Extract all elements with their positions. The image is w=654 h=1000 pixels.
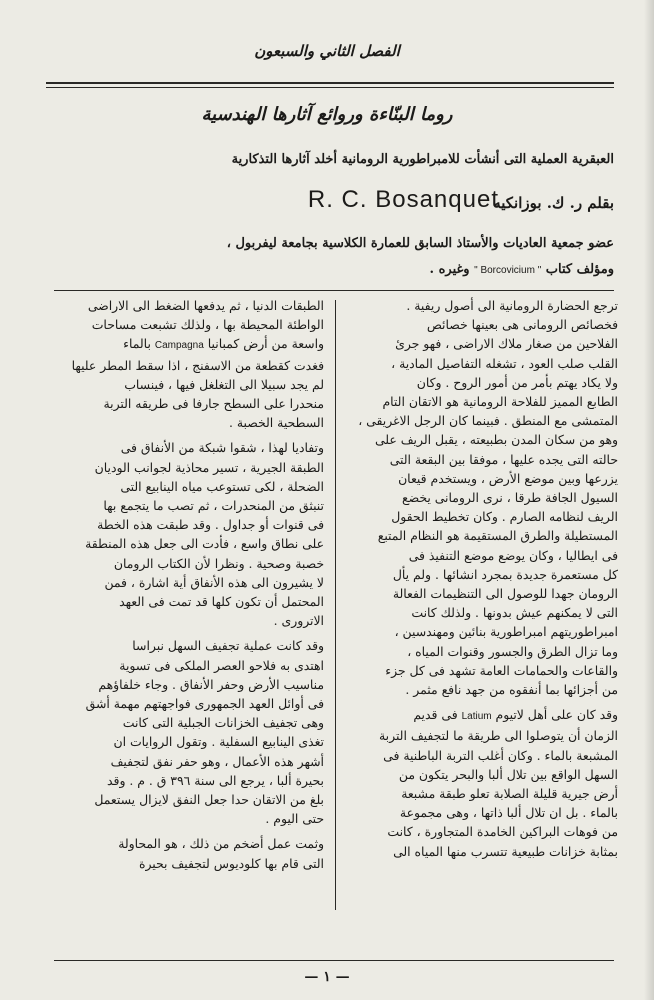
left-column [54, 296, 324, 916]
text-line: الزمان أن يتوصلوا الى طريقة ما لتجفيف التربة [379, 728, 618, 744]
page-shadow [644, 0, 654, 1000]
text-line: تغذى الينابيع السفلية . وتقول الروايات ان [113, 734, 324, 750]
footer-rule [54, 960, 614, 961]
text-line: السيول الجافة طرقا ، نرى الرومانى يخضع [402, 490, 618, 506]
article-subtitle: العبقرية العملية التى أنشأت للامبراطورية الرومانية أخلد آثارها التذكارية [231, 152, 614, 167]
text-line [348, 705, 618, 726]
text-line: الطبقة الجيرية ، تسير محاذية لجوانب الوديان [94, 459, 324, 475]
text-line: لم يجد سبيلا الى التغلغل فيها ، فينساب [124, 376, 324, 392]
text-line: ترجع الحضارة الرومانية الى أصول ريفية . [406, 298, 618, 313]
header-rule [54, 290, 614, 291]
book-title: " Borcovicium " [474, 265, 542, 276]
text-line: المشبعة بالماء . وكان أغلب التربة الباطنية فى [383, 747, 618, 763]
byline [34, 188, 614, 224]
text-line: لا يشيرون الى هذه الأنفاق أية اشارة ، فمن [104, 574, 324, 590]
text-line: الرومان جهدا للوصول الى التنظيمات الفعالة [392, 586, 618, 602]
text-line: الطابع المميز للفلاحة الرومانية هو الاتقان التام [382, 394, 618, 410]
campagna-term: Campagna [154, 340, 204, 352]
text-line: خصبة وصحية . ونظرا لأن الكتاب الرومان [113, 555, 324, 571]
text-line: وتفاديا لهذا ، شقوا شبكة من الأنفاق فى [120, 440, 324, 456]
latium-after: فى قديم [413, 707, 458, 723]
text-line: على نطاق واسع ، فأدت الى جعل هذه المنطقة [85, 536, 324, 552]
left-paragraph-4 [54, 834, 324, 872]
latium-term: Latium [461, 711, 492, 723]
column-divider [335, 300, 336, 910]
author-affiliation: عضو جمعية العاديات والأستاذ السابق للعمارة الكلاسية بجامعة ليفربول ، [226, 236, 614, 251]
chapter-heading: الفصل الثاني والسبعون [254, 42, 400, 60]
text-line: المحتمل أن تكون كلها قد تمت فى العهد [119, 594, 324, 610]
text-line: بالماء . بل ان تلال ألبا ذاتها ، وهى مجموعة [399, 805, 618, 821]
text-line: أرض جيرية قليلة الصلابة تعلو طبقة مشبعة [401, 786, 618, 802]
campagna-before: واسعة من أرض كمبانيا [207, 336, 324, 352]
text-line: بمثابة خزانات طبيعية تتسرب منها المياه الى [393, 843, 618, 859]
text-line: والقاعات والحمامات العامة تشهد فى كل جزء [385, 662, 618, 678]
text-line: بحيرة ألبا ، يرجع الى سنة ٣٩٦ ق . م . وقد [107, 772, 324, 788]
text-line: وما تزال الطرق والجسور وقنوات المياه ، [407, 643, 618, 659]
left-paragraph-1 [54, 296, 324, 432]
right-paragraph-2 [348, 705, 618, 861]
text-line: وهى تجفيف الخزانات الجبلية التى كانت [122, 715, 324, 731]
text-line: التى قام بها كلوديوس لتجفيف بحيرة [138, 855, 324, 871]
text-line: امبراطوريتهم امبراطورية بنائين ومهندسين ، [394, 624, 618, 640]
text-line: فخصائص الرومانى هى بعينها خصائص [426, 317, 618, 333]
text-line: اهتدى به فلاحو العصر الملكى فى تسوية [119, 657, 324, 673]
author-works-prefix: ومؤلف كتاب [545, 262, 614, 277]
text-line: وثمت عمل أضخم من ذلك ، هو المحاولة [118, 836, 324, 852]
text-line: وقد كانت عملية تجفيف السهل نبراسا [132, 638, 324, 654]
text-line: الريف لنظامه الصارم . وكان تخطيط الحقول [391, 509, 618, 525]
text-line: السطحية الخصبة . [229, 415, 324, 431]
text-line: فى ايطاليا ، وكان يوضع موضع التنفيذ فى [408, 547, 618, 563]
text-line: ولا يكاد يهتم بأمر من أمور الروح . وكان [416, 374, 618, 390]
text-line: المستطيلة والطرق المستقيمة هو النظام المتبع [377, 528, 618, 544]
text-line: السهل الواقع بين تلال ألبا والبحر يتكون من [398, 766, 618, 782]
left-paragraph-2 [54, 438, 324, 630]
text-line: من أجزائها بما أنفقوه من جهد نافع مثمر . [405, 682, 618, 698]
right-paragraph-1 [348, 296, 618, 699]
left-paragraph-3 [54, 636, 324, 828]
text-line: الواطئة المحيطة بها ، ولذلك تشبعت مساحات [91, 317, 324, 333]
text-line: المتمشى مع المنطق . فبينما كان الرجل الاغريقى ، [358, 413, 618, 429]
text-line [54, 334, 324, 355]
latium-before: وقد كان على أهل لاتيوم [495, 707, 618, 723]
campagna-after: بالماء [123, 336, 151, 352]
text-line: يزرعها وبين موضع الأرض ، ويستخدم قيعان [398, 470, 618, 486]
text-line: التى لا يمكنهم عيش بدونها . ولذلك كانت [411, 605, 618, 621]
text-line: من فوهات البراكين الخامدة المتجاورة ، كانت [387, 824, 618, 840]
text-line: الاترورى . [273, 613, 324, 629]
author-works [34, 262, 614, 277]
page-number: — ١ — [304, 969, 350, 985]
text-line: بلغ من الاتقان حدا جعل النفق لايزال يستعمل [94, 792, 324, 808]
text-line: الفلاحين من صغار ملاك الاراضى ، فهو جرئ [395, 336, 618, 352]
text-line: حتى اليوم . [265, 811, 324, 827]
top-rule [46, 82, 614, 84]
top-rule-inner [46, 87, 614, 88]
byline-latin: R. C. Bosanquet [307, 186, 499, 213]
text-line: أشهر هذه الأعمال ، وهو حفر نفق لتجفيف [110, 753, 324, 769]
text-line: فى قنوات أو جداول . وقد طبقت هذه الخطة [97, 517, 324, 533]
text-line: فغدت كقطعة من الاسفنج ، اذا سقط المطر عليها [71, 357, 324, 373]
text-line: كل مستعمرة جديدة بمجرد انشائها . ولم يأل [392, 566, 618, 582]
text-line: القلب صلب العود ، تشغله التفاصيل المادية ، [391, 355, 618, 371]
text-line: منحدرا على السطح جارفا فى طريقه التربة [103, 396, 324, 412]
text-line: حالته التى يجده عليها ، موفقا بين البقعة التى [389, 451, 618, 467]
author-works-suffix: وغيره . [429, 262, 470, 277]
text-line: الطبقات الدنيا ، ثم يدفعها الضغط الى الاراضى [87, 298, 324, 313]
text-line: وهو من سكان المدن بطبيعته ، يقبل الريف على [374, 432, 618, 448]
text-line: الضحلة ، لكى تستوعب مياه الينابيع التى [120, 478, 324, 494]
text-line: تنبثق من المنحدرات ، ثم تصب ما يتجمع بها [103, 498, 324, 514]
article-title: روما البنّاءة وروائع آثارها الهندسية [201, 104, 453, 125]
text-line: فى أوائل العهد الجمهورى فواجهتهم مهمة أشق [85, 696, 324, 712]
right-column [348, 296, 618, 916]
text-line: مناسيب الأرض وحفر الأنفاق . وجاء خلفاؤهم [98, 676, 324, 692]
byline-arabic: بقلم ر. ك. بوزانكيه [493, 194, 614, 212]
